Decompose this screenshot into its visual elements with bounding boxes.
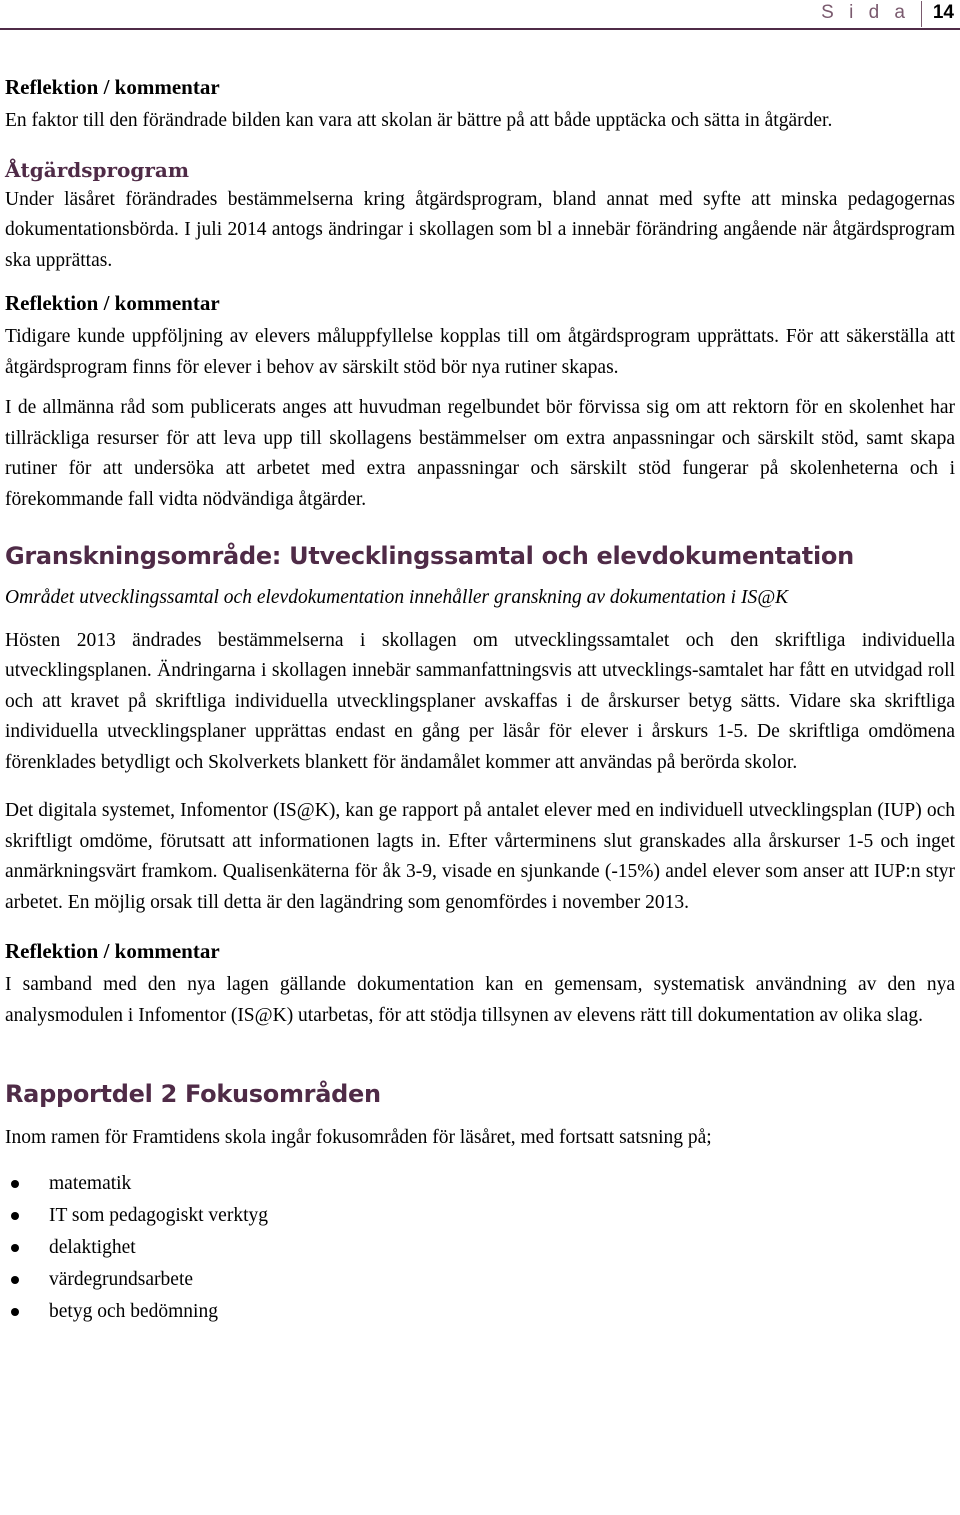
header-rule: [0, 28, 960, 30]
section-title-granskning: Granskningsområde: Utvecklingssamtal och elevdokumentation: [5, 542, 854, 570]
fokusomraden-intro: Inom ramen för Framtidens skola ingår fokusområden för läsåret, med fortsatt satsning på;: [5, 1127, 712, 1148]
bullet-icon: [11, 1276, 19, 1284]
reflection-text-2b: I de allmänna råd som publicerats anges att huvudman regelbundet bör förvissa sig om att rektorn för en skolenhet har tillräckliga resurser för att leva upp till skollagens bestämmelser om extra anpassningar och särskilt stöd, samt skapa rutiner för att undersöka att arbetet med extra anpassningar och särskilt stöd fungerar på skolenheterna och i förekommande fall vidta nödvändiga åtgärder.: [5, 397, 955, 510]
reflection-text-2a: Tidigare kunde uppföljning av elevers måluppfyllelse kopplas till om åtgärdsprogram upprättats. För att säkerställa att åtgärdsprogram finns för elever i behov av särskilt stöd bör nya rutiner skapas.: [5, 326, 955, 378]
granskning-paragraph-1: Hösten 2013 ändrades bestämmelserna i skollagen om utvecklingssamtalet och den skriftliga individuella utvecklingsplanen. Ändringarna i skollagen innebär sammanfattningsvis att utvecklings-samtalet har fått en utvidgad roll och att kravet på skriftliga individuella utvecklingsplaner avskaffas i de årskurser betyg sätts. Vidare ska skriftliga individuella utvecklingsplaner upprättas endast en gång per läsår för elever i årskurs 1-5. De skriftliga omdömena förenklades betydligt och Skolverkets blankett för ändamålet kommer att användas på berörda skolor.: [5, 629, 955, 773]
reflection-heading-2: Reflektion / kommentar: [5, 291, 220, 315]
page-label: S i d a: [821, 2, 910, 23]
bullet-icon: [11, 1180, 19, 1188]
reflection-text-1: En faktor till den förändrade bilden kan vara att skolan är bättre på att både upptäcka och sätta in åtgärder.: [5, 110, 833, 131]
reflection-heading-1: Reflektion / kommentar: [5, 75, 220, 99]
bullet-icon: [11, 1212, 19, 1220]
focus-area-list: [5, 1168, 955, 1328]
page-content: [5, 72, 955, 1328]
atgardsprogram-heading: Åtgärdsprogram: [5, 157, 189, 182]
list-item: matematik: [5, 1168, 955, 1200]
section-title-fokusomraden: Rapportdel 2 Fokusområden: [5, 1080, 381, 1108]
list-item: betyg och bedömning: [5, 1296, 955, 1328]
granskning-paragraph-2: Det digitala systemet, Infomentor (IS@K), kan ge rapport på antalet elever med en individuell utvecklingsplan (IUP) och skriftligt omdöme, förutsatt att informationen lagts in. Efter vårterminens slut granskades alla årskurser 1-5 och inget anmärkningsvärt framkom. Qualisenkäterna för åk 3-9, visade en sjunkande (-15%) andel elever som anser att IUP:n styr arbetet. En möjlig orsak till detta är den lagändring som genomfördes i november 2013.: [5, 800, 955, 913]
page-number: 14: [932, 2, 954, 23]
reflection-heading-3: Reflektion / kommentar: [5, 939, 220, 963]
granskning-intro: Området utvecklingssamtal och elevdokumentation innehåller granskning av dokumentation i IS@K: [5, 587, 789, 608]
reflection-text-3: I samband med den nya lagen gällande dokumentation kan en gemensam, systematisk användning av den nya analysmodulen i Infomentor (IS@K) utarbetas, för att stödja tillsynen av elevens rätt till dokumentation av olika slag.: [5, 974, 955, 1026]
atgardsprogram-text: Under läsåret förändrades bestämmelserna kring åtgärdsprogram, bland annat med syfte att minska pedagogernas dokumentationsbörda. I juli 2014 antogs ändringar i skollagen som bl a innebär förändring angående när åtgärdsprogram ska upprättas.: [5, 188, 955, 271]
list-item: IT som pedagogiskt verktyg: [5, 1200, 955, 1232]
page-number-separator: [921, 1, 922, 27]
list-item: delaktighet: [5, 1232, 955, 1264]
page-header: [0, 0, 960, 32]
bullet-icon: [11, 1244, 19, 1252]
list-item: värdegrundsarbete: [5, 1264, 955, 1296]
bullet-icon: [11, 1308, 19, 1316]
